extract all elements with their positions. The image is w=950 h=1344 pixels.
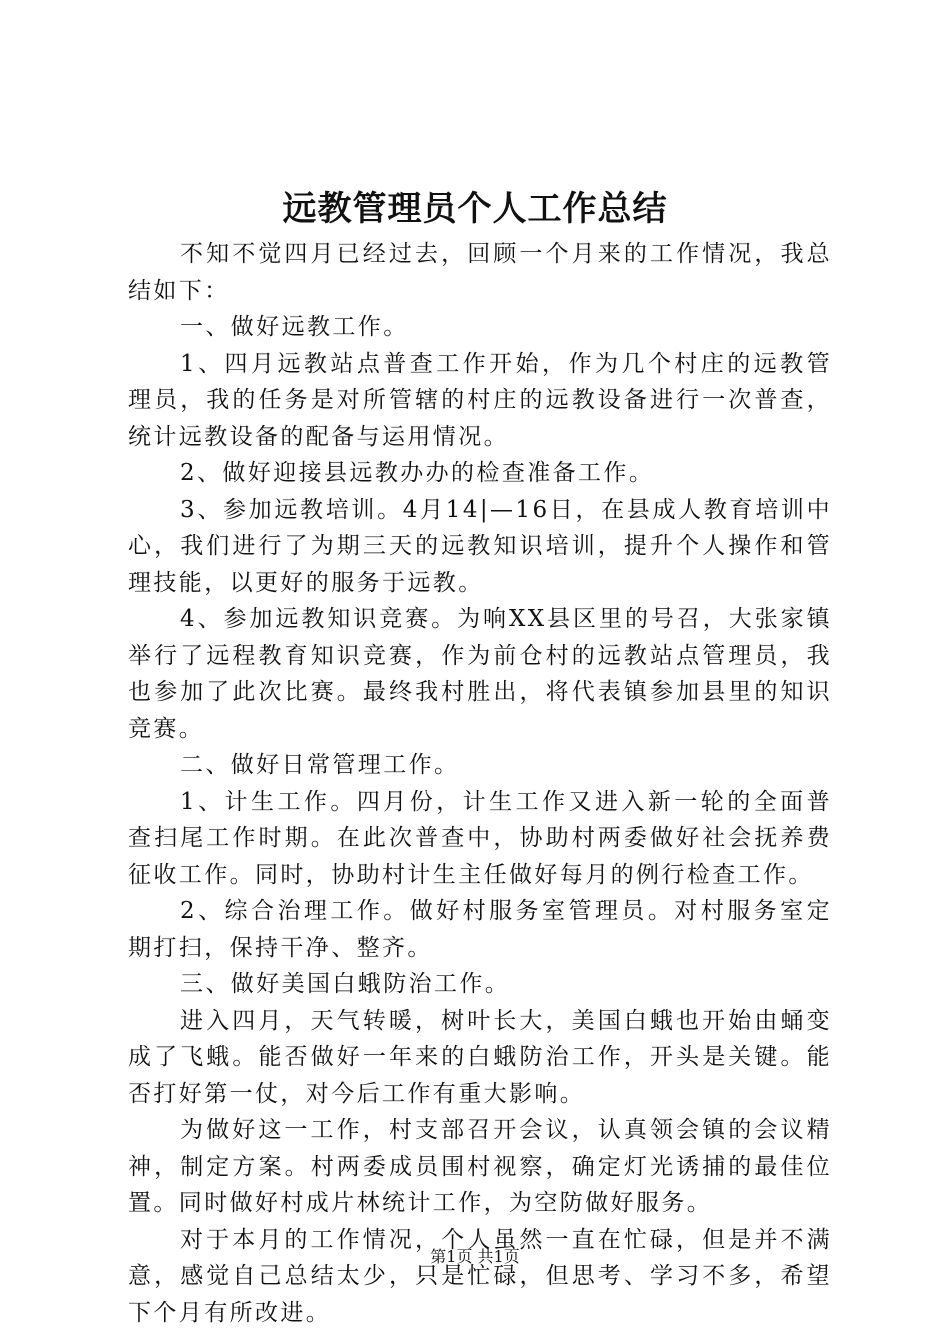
paragraph-intro: 不知不觉四月已经过去，回顾一个月来的工作情况，我总结如下：: [128, 241, 832, 304]
page-footer: 第1页 共1页: [430, 1247, 520, 1266]
section-heading-remote-education: 一、做好远教工作。: [180, 314, 409, 340]
paragraph-conclusion: 对于本月的工作情况，个人虽然一直在忙碌，但是并不满意，感觉自己总结太少，只是忙碌，但思考、学习不多，希望下个月有所改进。: [128, 1226, 832, 1326]
paragraph-item: 1、计生工作。四月份，计生工作又进入新一轮的全面普查扫尾工作时期。在此次普查中，协助村两委做好社会抚养费征收工作。同时，协助村计生主任做好每月的例行检查工作。: [128, 788, 832, 888]
paragraph-item: 4、参加远教知识竞赛。为响XX县区里的号召，大张家镇举行了远程教育知识竞赛，作为前仓村的远教站点管理员，我也参加了此次比赛。最终我村胜出，将代表镇参加县里的知识竞赛。: [128, 606, 832, 742]
section-heading-moth-control: 三、做好美国白蛾防治工作。: [180, 971, 511, 997]
paragraph-item: 1、四月远教站点普查工作开始，作为几个村庄的远教管理员，我的任务是对所管辖的村庄的远教设备进行一次普查，统计远教设备的配备与运用情况。: [128, 350, 832, 450]
paragraph-item: 2、做好迎接县远教办办的检查准备工作。: [180, 460, 655, 486]
paragraph-item: 进入四月，天气转暖，树叶长大，美国白蛾也开始由蛹变成了飞蛾。能否做好一年来的白蛾防治工作，开头是关键。能否打好第一仗，对今后工作有重大影响。: [128, 1007, 832, 1107]
paragraph-item: 2、综合治理工作。做好村服务室管理员。对村服务室定期打扫，保持干净、整齐。: [128, 898, 832, 961]
document-body: [128, 236, 832, 1331]
document-title: 远教管理员个人工作总结: [282, 189, 668, 229]
section-heading-daily-management: 二、做好日常管理工作。: [180, 752, 460, 778]
paragraph-item: 3、参加远教培训。4月14|—16日，在县成人教育培训中心，我们进行了为期三天的远教知识培训，提升个人操作和管理技能，以更好的服务于远教。: [128, 496, 832, 596]
paragraph-item: 为做好这一工作，村支部召开会议，认真领会镇的会议精神，制定方案。村两委成员围村视察，确定灯光诱捕的最佳位置。同时做好村成片林统计工作，为空防做好服务。: [128, 1117, 832, 1216]
